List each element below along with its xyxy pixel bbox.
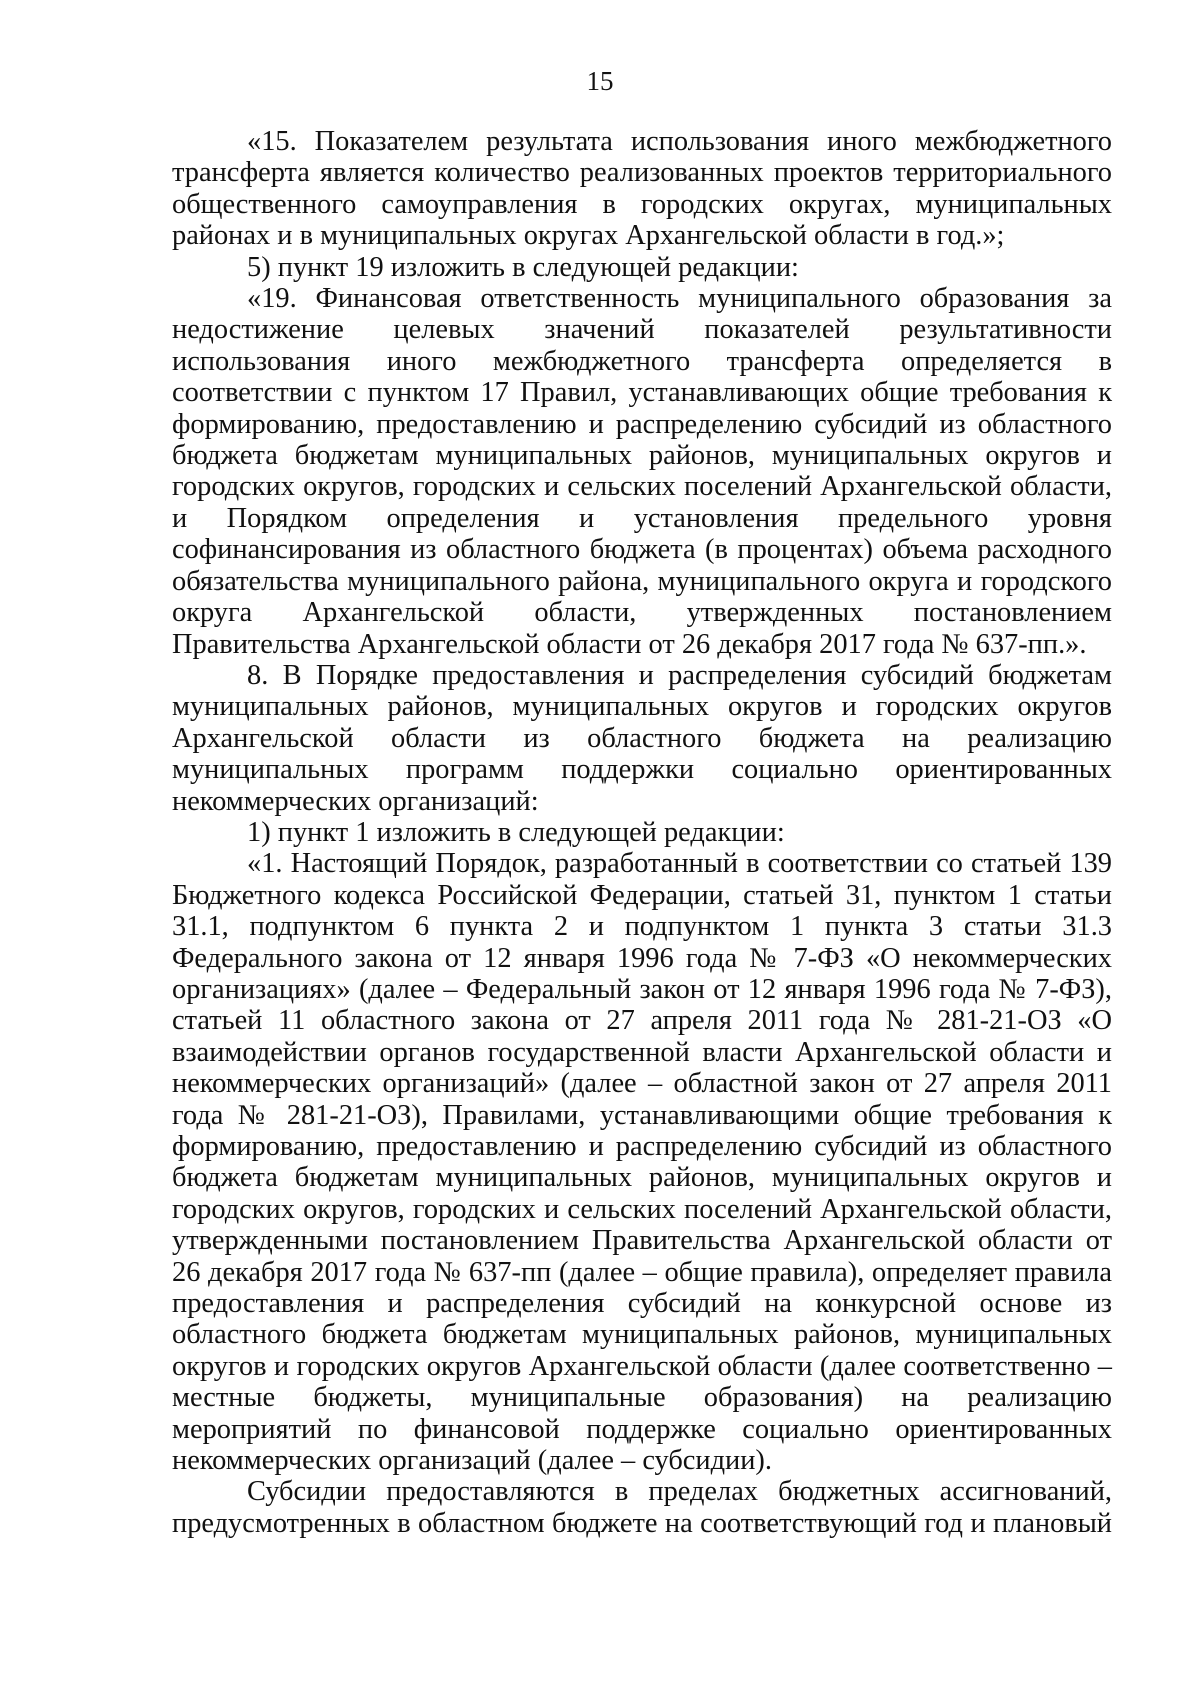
page-number: 15 xyxy=(586,66,614,96)
paragraph-subpoint-5: 5) пункт 19 изложить в следующей редакции: xyxy=(247,251,799,283)
paragraph-subsidies: Субсидии предоставляются в пределах бюджетных ассигнований, предусмотренных в областном бюджете на соответствующий год и плановый xyxy=(172,1476,1112,1539)
paragraph-item-15: «15. Показателем результата использования иного межбюджетного трансферта является количество реализованных проектов территориального общественного самоуправления в городских округах, муниципальных районах и в муниципальных округах Архангельской области в год.»; xyxy=(172,126,1112,252)
document-body xyxy=(172,126,1112,1539)
paragraph-section-8: 8. В Порядке предоставления и распределения субсидий бюджетам муниципальных районов, муниципальных округов и городских округов Архангельской области из областного бюджета на реализацию муниципальных программ поддержки социально ориентированных некоммерческих организаций: xyxy=(172,659,1112,817)
paragraph-item-19: «19. Финансовая ответственность муниципального образования за недостижение целевых значений показателей результативности использования иного межбюджетного трансферта определяется в соответствии с пунктом 17 Правил, устанавливающих общие требования к формированию, предоставлению и распределению субсидий из областного бюджета бюджетам муниципальных районов, муниципальных округов и городских округов, городских и сельских поселений Архангельской области, и Порядком определения и установления предельного уровня софинансирования из областного бюджета (в процентах) объема расходного обязательства муниципального района, муниципального округа и городского округа Архангельской области, утвержденных постановлением Правительства Архангельской области от 26 декабря 2017 года № 637-пп.». xyxy=(172,283,1112,660)
paragraph-item-1: «1. Настоящий Порядок, разработанный в соответствии со статьей 139 Бюджетного кодекса Российской Федерации, статьей 31, пунктом 1 статьи 31.1, подпунктом 6 пункта 2 и подпунктом 1 пункта 3 статьи 31.3 Федерального закона от 12 января 1996 года № 7-ФЗ «О некоммерческих организациях» (далее – Федеральный закон от 12 января 1996 года № 7-ФЗ), статьей 11 областного закона от 27 апреля 2011 года № 281-21-ОЗ «О взаимодействии органов государственной власти Архангельской области и некоммерческих организаций» (далее – областной закон от 27 апреля 2011 года № 281-21-ОЗ), Правилами, устанавливающими общие требования к формированию, предоставлению и распределению субсидий из областного бюджета бюджетам муниципальных районов, муниципальных округов и городских округов, городских и сельских поселений Архангельской области, утвержденными постановлением Правительства Архангельской области от 26 декабря 2017 года № 637-пп (далее – общие правила), определяет правила предоставления и распределения субсидий на конкурсной основе из областного бюджета бюджетам муниципальных районов, муниципальных округов и городских округов Архангельской области (далее соответственно – местные бюджеты, муниципальные образования) на реализацию мероприятий по финансовой поддержке социально ориентированных некоммерческих организаций (далее – субсидии). xyxy=(172,848,1112,1477)
paragraph-subpoint-1: 1) пункт 1 изложить в следующей редакции: xyxy=(247,816,785,848)
